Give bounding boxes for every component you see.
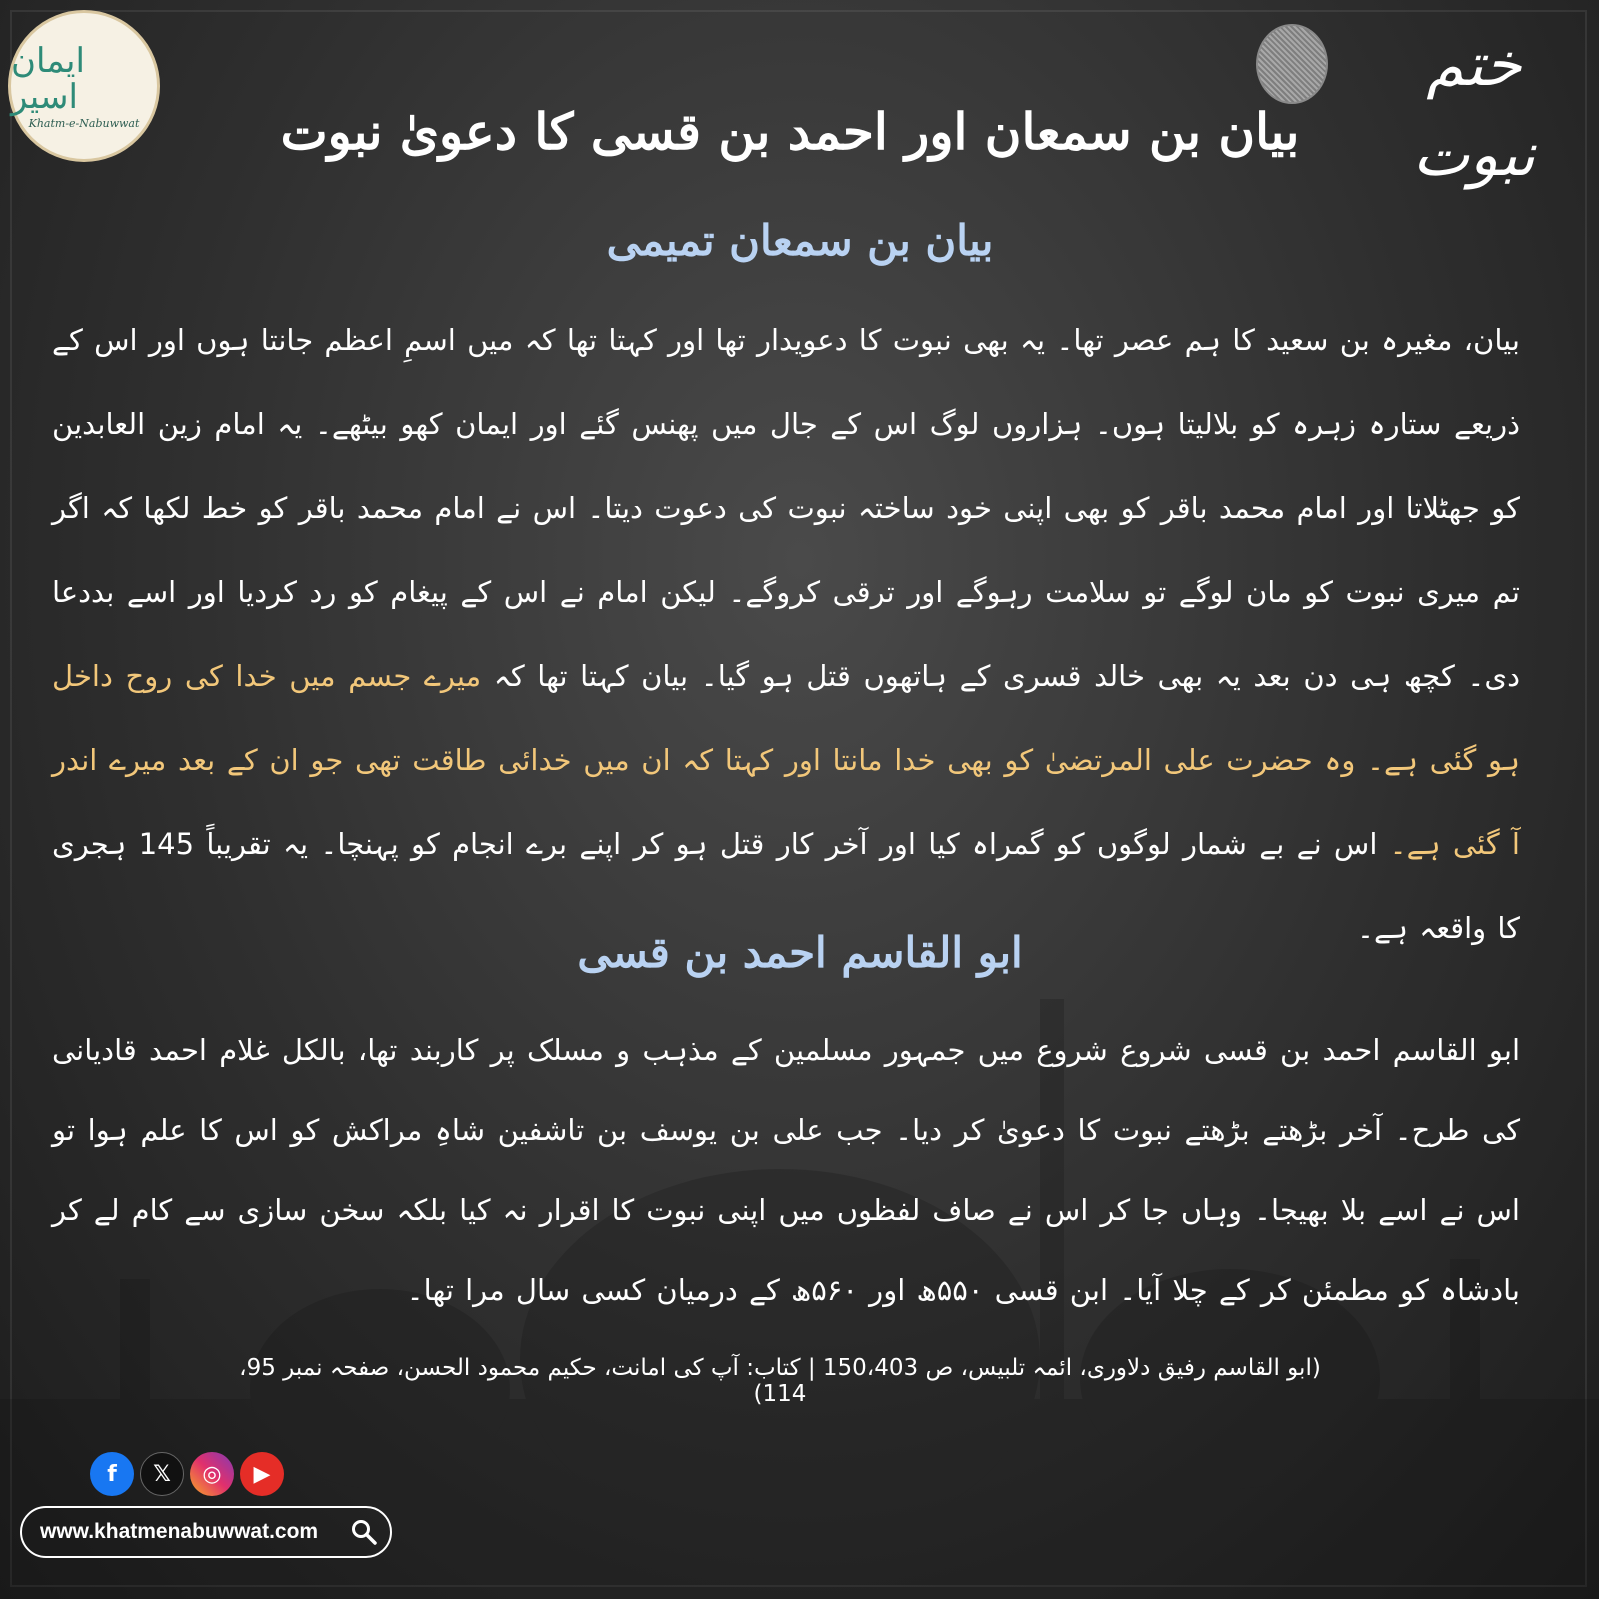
section2-heading: ابو القاسم احمد بن قسی [577,928,1023,977]
youtube-icon[interactable]: ▶ [240,1452,284,1496]
section1-text-end: اس نے بے شمار لوگوں کو گمراہ کیا اور آخر کار قتل ہو کر اپنے برے انجام کو پہنچا۔ یہ تقریباً 145 ہجری کا واقعہ ہے۔ [52,827,1520,945]
logo-calligraphy: ایمان اسیر [11,40,85,117]
facebook-icon[interactable]: f [90,1452,134,1496]
website-url: www.khatmenabuwwat.com [40,1520,319,1543]
reference-citation: (ابو القاسم رفیق دلاوری، ائمہ تلبیس، ص 150،403 | کتاب: آپ کی امانت، حکیم محمود الحسن، صفحہ نمبر 95، 114) [239,1355,1321,1407]
section1-text: بیان، مغیرہ بن سعید کا ہم عصر تھا۔ یہ بھی نبوت کا دعویدار تھا اور کہتا تھا کہ میں اسمِ اعظم جانتا ہوں اور اس کے ذریعے ستارہ زہرہ کو بلالیتا ہوں۔ ہزاروں لوگ اس کے جال میں پھنس گئے اور ایمان کھو بیٹھے۔ یہ امام زین العابدین کو جھٹلاتا اور امام محمد باقر کو بھی اپنی خود ساختہ نبوت کی دعوت دیتا۔ اس نے امام محمد باقر کو خط لکھا کہ اگر تم میری نبوت کو مان لوگے تو سلامت رہوگے اور ترقی کروگے۔ لیکن امام نے اس کے پیغام کو رد کردیا اور اسے بددعا دی۔ کچھ ہی دن بعد یہ بھی خالد قسری کے ہاتھوں قتل ہو گیا۔ بیان کہتا تھا کہ [52,323,1520,693]
instagram-icon[interactable]: ◎ [190,1452,234,1496]
logo-latin-text: Khatm-e-Nabuwwat [28,116,140,130]
website-link[interactable] [20,1506,392,1558]
page-title: بیان بن سمعان اور احمد بن قسی کا دعویٰ نبوت [280,102,1300,161]
x-icon[interactable]: 𝕏 [140,1452,184,1496]
section1-highlight: میرے جسم میں خدا کی روح داخل ہو گئی ہے۔ وہ حضرت علی المرتضیٰ کو بھی خدا مانتا اور کہتا کہ ان میں خدائی طاقت تھی جو ان کے بعد میرے اندر آ گئی ہے۔ [52,659,1520,861]
section1-heading: بیان بن سمعان تمیمی [606,216,994,265]
social-icons [90,1452,284,1496]
search-icon [350,1518,378,1546]
section2-paragraph: ابو القاسم احمد بن قسی شروع شروع میں جمہور مسلمین کے مذہب و مسلک پر کاربند تھا، بالکل غلام احمد قادیانی کی طرح۔ آخر بڑھتے بڑھتے نبوت کا دعویٰ کر دیا۔ جب علی بن یوسف بن تاشفین شاہِ مراکش کو اس کا علم ہوا تو اس نے اسے بلا بھیجا۔ وہاں جا کر اس نے صاف لفظوں میں اپنی نبوت کا اقرار نہ کیا بلکہ سخن سازی سے کام لے کر بادشاہ کو مطمئن کر کے چلا آیا۔ ابن قسی ۵۵۰ھ اور ۵۶۰ھ کے درمیان کسی سال مرا تھا۔ [52,1033,1520,1307]
brand-calligraphy: ختم نبوت [1412,30,1536,190]
section1-paragraph [52,298,1520,945]
khatm-e-nabuwwat-logo [8,10,160,162]
